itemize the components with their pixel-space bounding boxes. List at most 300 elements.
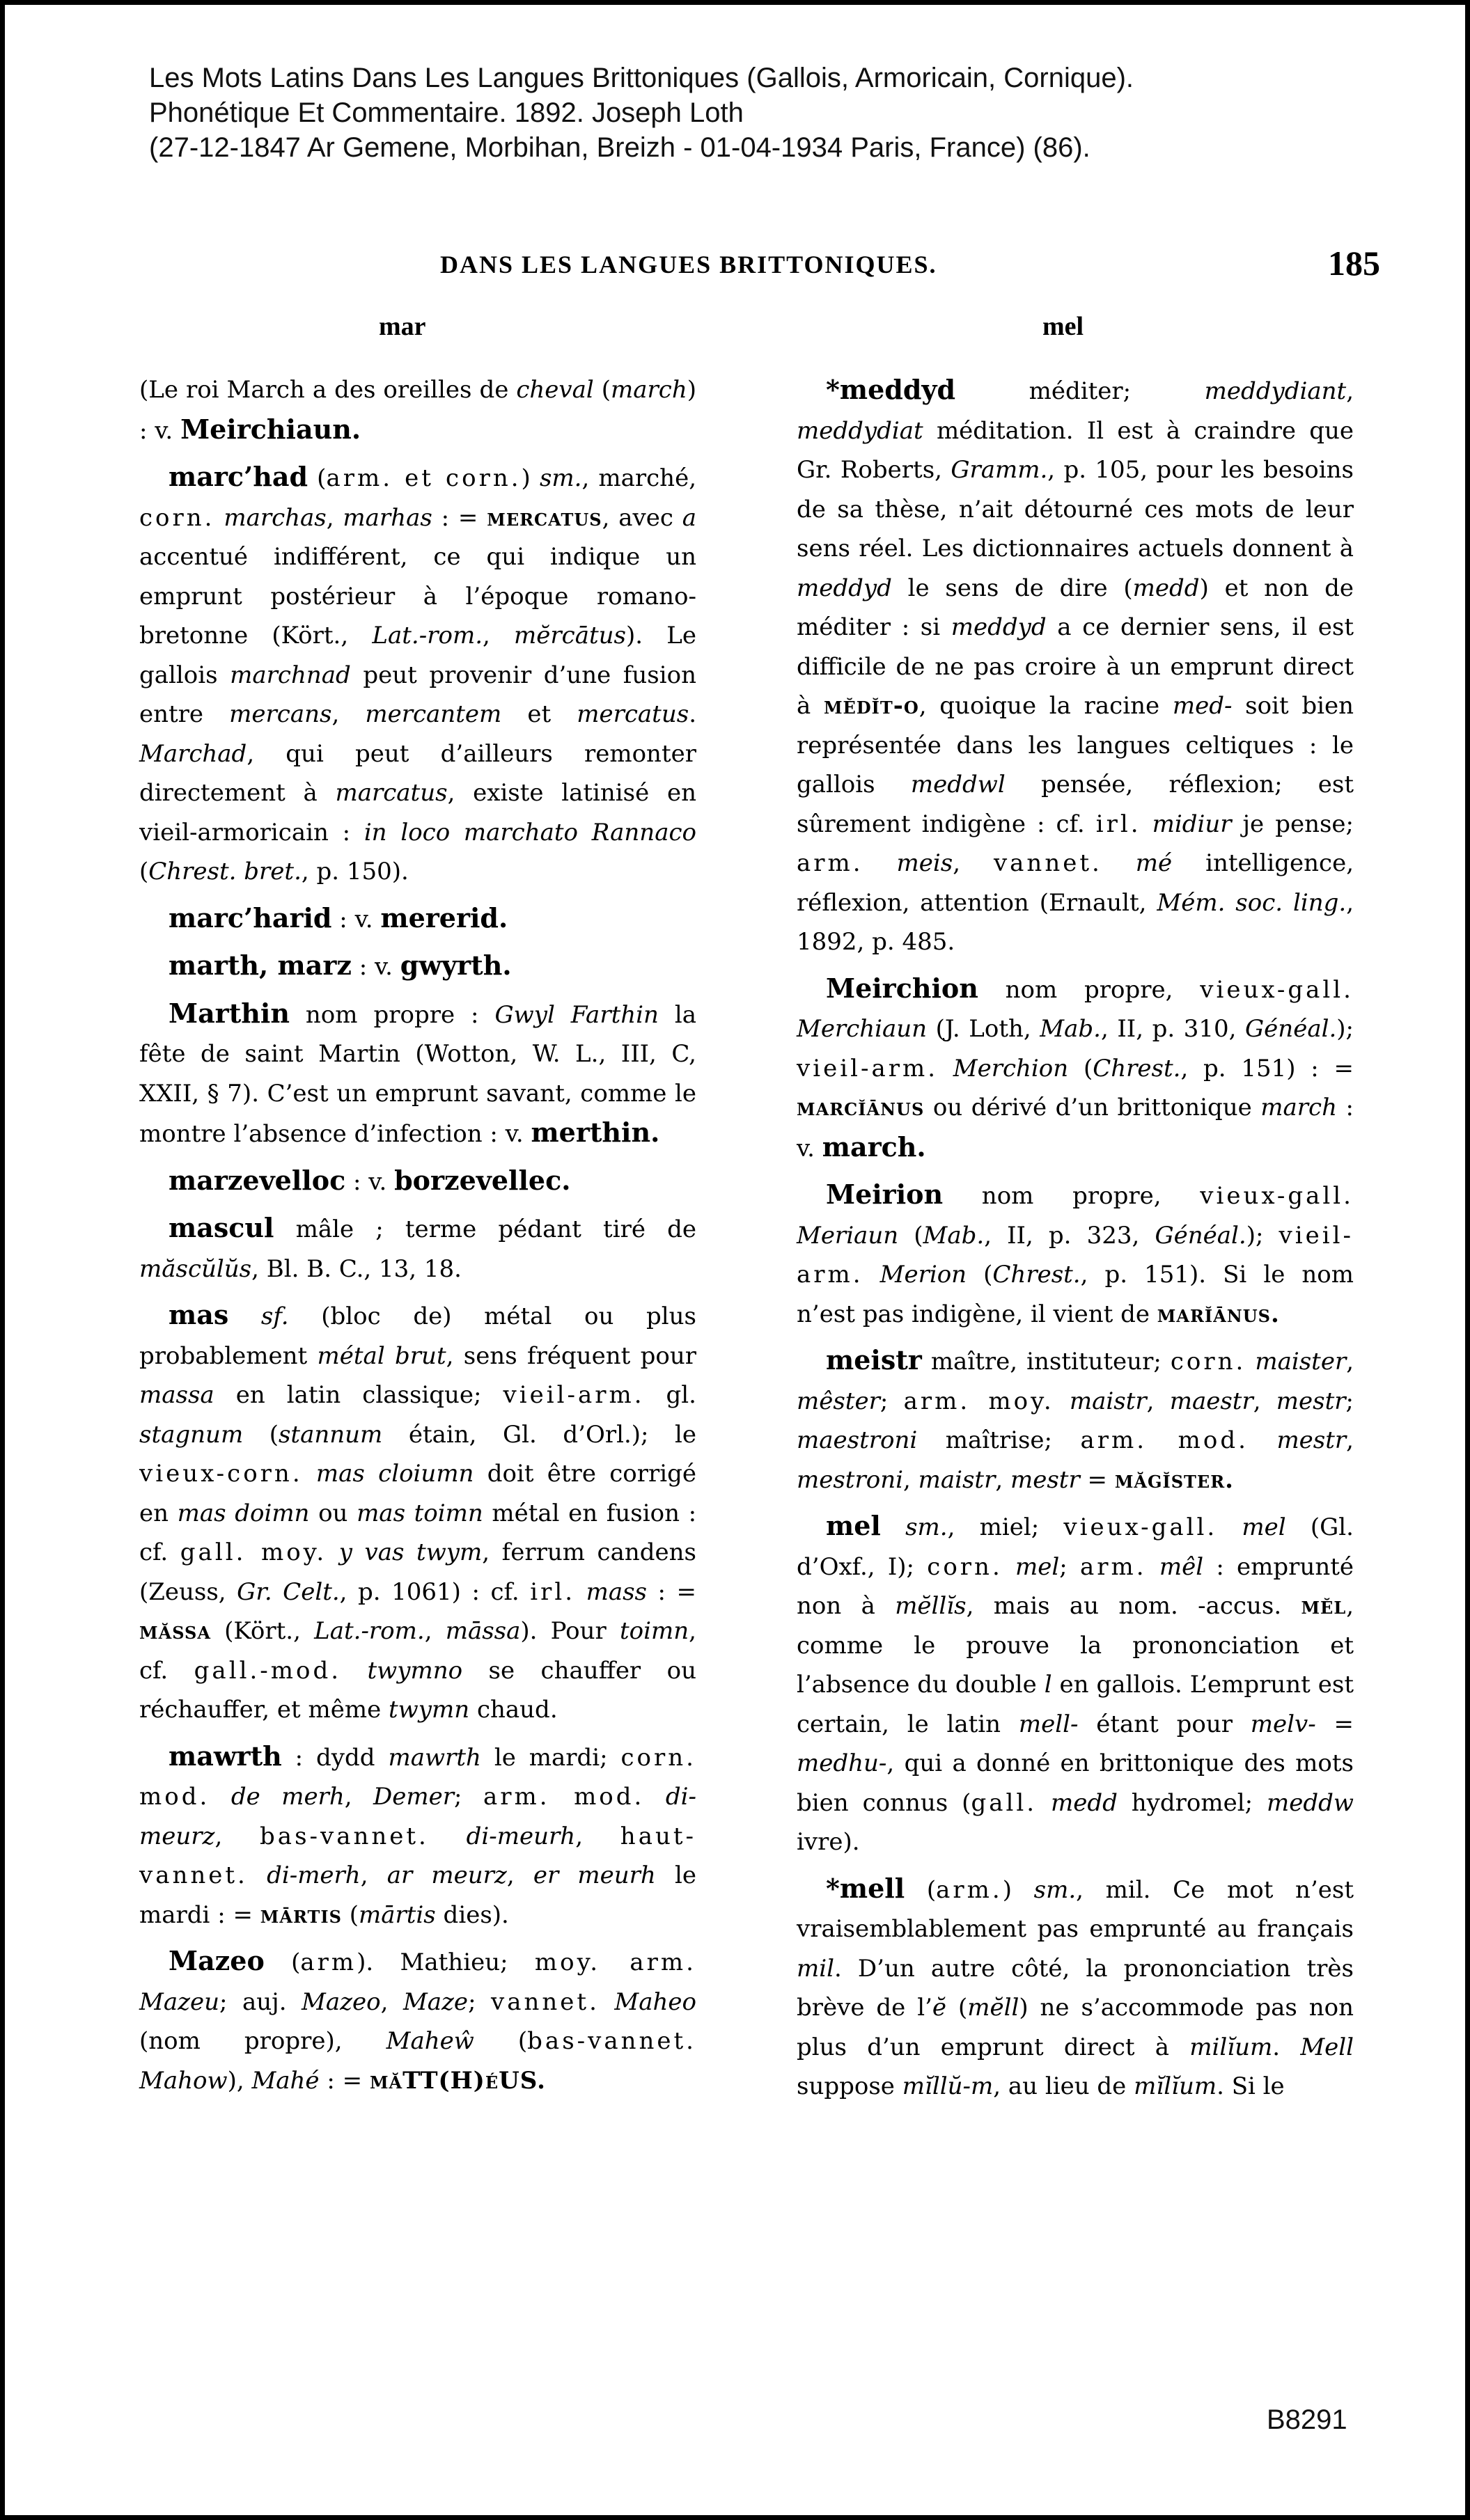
italic-form: massa bbox=[139, 1381, 214, 1409]
language-abbrev: haut-vannet. bbox=[139, 1822, 697, 1889]
italic-form: march bbox=[611, 376, 687, 404]
entry-text: ( bbox=[593, 376, 611, 404]
entry-text: métal en fusion : cf. bbox=[139, 1499, 697, 1566]
entry-text: ( bbox=[967, 1261, 993, 1289]
entry-text: (Le roi March a des oreilles de bbox=[139, 376, 517, 404]
entry-text: en gallois. L’emprunt est certain, le latin bbox=[797, 1671, 1354, 1738]
meta-line-subtitle: Phonétique Et Commentaire. 1892. Joseph Loth bbox=[149, 97, 744, 128]
entry-text: chaud. bbox=[469, 1696, 558, 1724]
italic-form: mĭllŭ-m bbox=[902, 2072, 994, 2100]
dictionary-entry bbox=[139, 457, 696, 892]
italic-form: maistr bbox=[1069, 1387, 1147, 1415]
entry-text: , p. 151) : = bbox=[1180, 1054, 1354, 1082]
italic-form: mil bbox=[797, 1954, 834, 1983]
entry-text: ; bbox=[1059, 1552, 1080, 1581]
entry-text: , qui a donné en brittonique des mots bien connus ( bbox=[797, 1749, 1354, 1817]
entry-text: , avec bbox=[602, 503, 682, 532]
dictionary-entry bbox=[139, 994, 696, 1154]
entry-text: ). Le gallois bbox=[139, 622, 696, 689]
entry-text: ( bbox=[905, 1875, 937, 1904]
entry-text: : dydd bbox=[281, 1743, 389, 1772]
italic-form: Maheŵ bbox=[386, 2027, 474, 2055]
italic-form: de merh bbox=[230, 1783, 345, 1811]
entry-text: . bbox=[1272, 2033, 1301, 2061]
entry-text: (Gl. d’Oxf., I); bbox=[797, 1513, 1354, 1581]
meta-line-title: Les Mots Latins Dans Les Langues Brittoniques (Gallois, Armoricain, Cornique). bbox=[149, 63, 1134, 93]
italic-form: mercatus bbox=[577, 700, 689, 728]
entry-text: : v. bbox=[351, 953, 400, 981]
entry-text: le mardi : = bbox=[139, 1861, 696, 1929]
entry-text: , bbox=[483, 622, 515, 649]
entry-text bbox=[1054, 1387, 1070, 1415]
entry-text: je pense; bbox=[1231, 810, 1354, 838]
italic-form: mel bbox=[1015, 1552, 1060, 1581]
italic-form: mĕllĭs bbox=[895, 1592, 967, 1620]
entry-text: , bbox=[575, 1822, 620, 1850]
right-column bbox=[797, 370, 1354, 2113]
entry-text: ou dérivé d’un brittonique bbox=[924, 1094, 1261, 1121]
entry-text: soit bien représentée dans les langues celtiques : le gallois bbox=[797, 692, 1354, 798]
italic-form: Généal. bbox=[1245, 1015, 1337, 1043]
entry-text: ) ne s’accommode pas non plus d’un emprunt direct à bbox=[797, 1994, 1354, 2061]
italic-form: măscŭlŭs bbox=[139, 1254, 252, 1283]
entry-text: , bbox=[995, 1465, 1010, 1494]
document-page bbox=[5, 5, 1465, 2515]
language-abbrev: gall. moy. bbox=[180, 1538, 327, 1566]
italic-form: mel bbox=[1242, 1513, 1286, 1541]
italic-form: sm. bbox=[905, 1513, 948, 1541]
entry-text bbox=[1246, 1348, 1255, 1376]
headword: marzevelloc bbox=[169, 1164, 346, 1196]
entry-text: , mil. Ce mot n’est vraisemblablement pas emprunté au français bbox=[797, 1875, 1354, 1943]
italic-form: march bbox=[1260, 1094, 1337, 1121]
language-abbrev: arm. bbox=[1080, 1552, 1147, 1581]
italic-form: mestr bbox=[1276, 1426, 1347, 1454]
italic-form: Lat.-rom. bbox=[372, 622, 483, 649]
italic-form: Chrest. bbox=[1093, 1054, 1181, 1082]
entry-text: ( bbox=[139, 858, 149, 885]
entry-text bbox=[1037, 1789, 1051, 1817]
italic-form: Mazeo bbox=[302, 1987, 381, 2016]
entry-text: , bbox=[331, 700, 366, 728]
entry-text: , miel; bbox=[947, 1513, 1064, 1541]
entry-text: étant pour bbox=[1078, 1710, 1251, 1738]
entry-text bbox=[228, 1302, 261, 1330]
entry-text: nom propre, bbox=[943, 1182, 1201, 1210]
entry-text bbox=[327, 1538, 339, 1566]
language-abbrev: bas-vannet. bbox=[260, 1822, 429, 1850]
italic-form: Lat.-rom. bbox=[314, 1617, 425, 1645]
entry-text: ). Mathieu; bbox=[357, 1948, 535, 1976]
italic-form: stagnum bbox=[139, 1420, 244, 1449]
italic-form: mārtis bbox=[359, 1900, 436, 1929]
entry-text: : v. bbox=[331, 905, 381, 934]
italic-form: māssa bbox=[445, 1617, 521, 1645]
entry-text: et bbox=[501, 700, 577, 728]
italic-form: med- bbox=[1172, 692, 1233, 720]
latin-etymon: măgĭster. bbox=[1114, 1465, 1234, 1494]
italic-form: mĕll bbox=[967, 1994, 1019, 2022]
entry-text: : v. bbox=[345, 1167, 395, 1196]
italic-form: twymn bbox=[389, 1696, 470, 1724]
entry-text: doit être corrigé en bbox=[139, 1460, 696, 1527]
italic-form: twymno bbox=[367, 1656, 463, 1685]
latin-etymon: mārtis bbox=[260, 1900, 342, 1929]
italic-form: meddydiat bbox=[797, 416, 923, 445]
entry-text: , p. 150). bbox=[301, 858, 409, 885]
entry-text: peut provenir d’une fusion entre bbox=[139, 661, 696, 728]
italic-form: stannum bbox=[278, 1420, 383, 1449]
entry-text: nom propre : bbox=[289, 1000, 495, 1029]
italic-form: mêl bbox=[1159, 1552, 1204, 1581]
entry-text: ( bbox=[946, 1994, 968, 2022]
dictionary-entry bbox=[139, 1161, 696, 1202]
headword: mel bbox=[826, 1510, 881, 1541]
entry-text: . Si le bbox=[1217, 2072, 1285, 2100]
entry-text: le mardi; bbox=[480, 1743, 621, 1772]
entry-text bbox=[1249, 1426, 1277, 1454]
dictionary-entry bbox=[797, 370, 1354, 962]
entry-text: ) et non de méditer : si bbox=[797, 574, 1354, 641]
italic-form: sm. bbox=[539, 464, 582, 492]
italic-form: maistr bbox=[918, 1465, 996, 1494]
dictionary-entry bbox=[139, 946, 696, 987]
italic-form: marcatus bbox=[335, 779, 448, 807]
italic-form: meddw bbox=[1267, 1788, 1354, 1817]
language-abbrev: vieil-arm. bbox=[797, 1054, 939, 1082]
entry-text: dies). bbox=[435, 1900, 509, 1929]
italic-form: in loco marchato Rannaco bbox=[363, 818, 696, 846]
italic-form: Gwyl Farthin bbox=[494, 1000, 659, 1029]
latin-etymon: mercatus bbox=[487, 503, 602, 532]
entry-text: ); bbox=[1336, 1015, 1354, 1043]
italic-form: mestr bbox=[1010, 1465, 1080, 1494]
entry-text: , bbox=[344, 1783, 374, 1811]
language-abbrev: arm. et corn. bbox=[326, 464, 522, 492]
entry-text: a ce dernier sens, il est difficile de ne pas croire à un emprunt direct à bbox=[797, 613, 1354, 720]
entry-text bbox=[214, 504, 224, 532]
italic-form: mestr bbox=[1276, 1387, 1346, 1415]
italic-form: ar meurz bbox=[386, 1861, 507, 1889]
entry-text bbox=[938, 1055, 953, 1082]
dictionary-entry bbox=[797, 1869, 1354, 2106]
entry-text: : = bbox=[432, 503, 487, 532]
language-abbrev: moy. arm. bbox=[534, 1948, 696, 1976]
entry-text: gl. bbox=[644, 1381, 696, 1409]
entry-text: ( bbox=[243, 1420, 279, 1449]
entry-text bbox=[210, 1783, 231, 1811]
italic-form: Chrest. bbox=[992, 1261, 1081, 1289]
entry-text: suppose bbox=[797, 2072, 902, 2100]
italic-form: Mab. bbox=[1040, 1015, 1101, 1043]
italic-form: maestr bbox=[1169, 1387, 1253, 1415]
italic-form: Meriaun bbox=[797, 1221, 899, 1250]
language-abbrev: vannet. bbox=[491, 1987, 600, 2016]
language-abbrev: arm. bbox=[797, 849, 863, 877]
entry-text: , bbox=[902, 1465, 918, 1494]
entry-text: , bbox=[953, 849, 994, 877]
entry-text bbox=[644, 1783, 666, 1811]
language-abbrev: arm. moy. bbox=[903, 1387, 1054, 1415]
entry-text: , existe latinisé en vieil-armoricain : bbox=[139, 779, 696, 846]
italic-form: Merion bbox=[879, 1261, 967, 1289]
entry-text: ), bbox=[227, 2066, 252, 2095]
headword: Meirion bbox=[826, 1179, 944, 1210]
dictionary-entry bbox=[139, 899, 696, 940]
italic-form: ĕ bbox=[932, 1994, 947, 2022]
entry-text: en latin classique; bbox=[214, 1381, 503, 1409]
italic-form: di-meurh bbox=[466, 1822, 576, 1850]
entry-text bbox=[1217, 1513, 1242, 1541]
entry-text bbox=[341, 1657, 367, 1685]
italic-form: Mell bbox=[1300, 2033, 1354, 2061]
headword: marth, marz bbox=[169, 950, 352, 981]
headword: meistr bbox=[826, 1344, 922, 1376]
dictionary-entry bbox=[139, 1942, 696, 2100]
right-column-headword: mel bbox=[1042, 312, 1084, 341]
entry-text bbox=[429, 1822, 467, 1850]
latin-etymon: măssa bbox=[139, 1617, 211, 1645]
language-abbrev: corn. bbox=[139, 503, 215, 532]
dictionary-entry bbox=[797, 969, 1354, 1169]
latin-etymon: mĕdĭt-o bbox=[823, 692, 919, 720]
headword: *meddyd bbox=[826, 374, 956, 405]
italic-form: mas toimn bbox=[357, 1499, 483, 1527]
italic-form: di-merh bbox=[267, 1861, 361, 1889]
entry-text: , p. 151). Si le nom n’est pas indigène, il vient de bbox=[797, 1261, 1354, 1328]
entry-text: , p. 105, pour les besoins de sa thèse, n’ait détourné ces mots de leur sens réel. Les dictionnaires actuels donnent à bbox=[797, 456, 1354, 562]
dictionary-entry bbox=[797, 1341, 1354, 1499]
entry-text: , 1892, p. 485. bbox=[797, 888, 1354, 956]
headword: merthin. bbox=[531, 1117, 660, 1148]
entry-text: , marché, bbox=[581, 464, 697, 492]
dictionary-entry bbox=[139, 370, 696, 450]
language-abbrev: arm. mod. bbox=[483, 1783, 645, 1811]
entry-text: , II, p. 323, bbox=[984, 1221, 1155, 1250]
italic-form: meddyd bbox=[797, 574, 892, 602]
italic-form: mell- bbox=[1018, 1710, 1079, 1738]
dictionary-entry bbox=[139, 1208, 696, 1289]
italic-form: maister bbox=[1255, 1348, 1347, 1376]
italic-form: di-meurz bbox=[139, 1783, 697, 1850]
italic-form: y vas twym bbox=[338, 1538, 483, 1566]
language-abbrev: arm bbox=[300, 1948, 357, 1976]
entry-text: le sens de dire ( bbox=[891, 574, 1133, 602]
headword: *mell bbox=[826, 1872, 905, 1904]
entry-text: : = bbox=[319, 2066, 370, 2095]
italic-form: Demer bbox=[373, 1783, 455, 1811]
entry-text: se chauffer ou réchauffer, et même bbox=[139, 1656, 697, 1724]
italic-form: métal brut bbox=[317, 1341, 446, 1370]
entry-text: (J. Loth, bbox=[927, 1015, 1040, 1043]
headword: mererid. bbox=[380, 901, 508, 934]
entry-text bbox=[248, 1861, 267, 1889]
italic-form: medhu- bbox=[797, 1749, 887, 1777]
entry-text: (Kört., bbox=[210, 1617, 315, 1645]
italic-form: Merchion bbox=[953, 1054, 1069, 1082]
language-abbrev: vieil-arm. bbox=[503, 1381, 645, 1409]
left-column bbox=[139, 370, 696, 2107]
italic-form: Mahow bbox=[139, 2066, 228, 2095]
language-abbrev: gall. bbox=[971, 1788, 1038, 1817]
italic-form: melv- bbox=[1250, 1710, 1316, 1738]
headword: marc’had bbox=[169, 461, 308, 492]
italic-form: mé bbox=[1135, 849, 1173, 877]
language-abbrev: vieil-arm. bbox=[797, 1221, 1354, 1289]
entry-text: , bbox=[326, 503, 343, 532]
entry-text bbox=[600, 1988, 615, 2016]
entry-text: (nom propre), bbox=[139, 2027, 386, 2055]
entry-text: ; bbox=[1345, 1387, 1354, 1415]
headword: gwyrth. bbox=[400, 950, 512, 981]
latin-etymon: măTT(H)éUS. bbox=[369, 2066, 546, 2095]
italic-form: cheval bbox=[516, 376, 594, 404]
entry-text: ivre). bbox=[797, 1828, 860, 1856]
entry-text bbox=[1003, 1553, 1015, 1581]
headword: Mazeo bbox=[169, 1945, 265, 1976]
language-abbrev: irl. bbox=[1095, 810, 1141, 838]
italic-form: Marchad bbox=[139, 739, 247, 768]
italic-form: Merchiaun bbox=[797, 1015, 928, 1043]
entry-text: nom propre, bbox=[978, 975, 1201, 1004]
language-abbrev: vieux-gall. bbox=[1200, 975, 1354, 1004]
entry-text: ( bbox=[308, 464, 327, 492]
headword: mas bbox=[169, 1299, 229, 1330]
entry-text: . bbox=[689, 700, 696, 728]
italic-form: mestroni bbox=[797, 1465, 903, 1494]
page-number: 185 bbox=[1328, 244, 1380, 283]
language-abbrev: corn. mod. bbox=[139, 1743, 696, 1811]
italic-form: sf. bbox=[260, 1302, 289, 1330]
headword: mascul bbox=[169, 1212, 274, 1243]
entry-text: mâle ; terme pédant tiré de bbox=[274, 1215, 696, 1243]
entry-text: : = bbox=[647, 1577, 697, 1606]
entry-text: : v. bbox=[797, 1094, 1354, 1163]
entry-text: , sens fréquent pour bbox=[446, 1341, 696, 1370]
dictionary-entry bbox=[139, 1737, 696, 1935]
entry-text: maître, instituteur; bbox=[921, 1348, 1171, 1376]
italic-form: mĭlĭum bbox=[1134, 2072, 1217, 2100]
italic-form: Généal. bbox=[1155, 1221, 1246, 1250]
italic-form: toimn bbox=[620, 1617, 689, 1645]
italic-form: Maze bbox=[402, 1987, 469, 2016]
headword: march. bbox=[822, 1131, 926, 1163]
bibliographic-header bbox=[149, 61, 1402, 165]
entry-text: ; auj. bbox=[219, 1987, 302, 2016]
entry-text: = bbox=[1079, 1465, 1115, 1494]
dictionary-entry bbox=[797, 1175, 1354, 1334]
entry-text: ou bbox=[309, 1499, 357, 1527]
entry-text: , bbox=[1346, 377, 1354, 405]
italic-form: Chrest. bret. bbox=[148, 858, 302, 885]
italic-form: maestroni bbox=[797, 1426, 918, 1454]
language-abbrev: gall.-mod. bbox=[194, 1656, 342, 1685]
language-abbrev: arm. mod. bbox=[1080, 1426, 1249, 1454]
language-abbrev: corn. bbox=[1170, 1348, 1246, 1376]
entry-text: ) : v. bbox=[139, 376, 696, 445]
dictionary-entry bbox=[139, 1296, 696, 1730]
italic-form: Mab. bbox=[923, 1221, 985, 1250]
italic-form: Gramm. bbox=[951, 456, 1048, 484]
italic-form: marhas bbox=[343, 503, 432, 532]
headword: marc’harid bbox=[169, 901, 332, 934]
entry-text: : emprunté non à bbox=[797, 1552, 1354, 1620]
italic-form: Mazeu bbox=[139, 1987, 220, 2016]
entry-text: , mais au nom. -accus. bbox=[966, 1592, 1301, 1620]
italic-form: er meurh bbox=[533, 1861, 656, 1889]
entry-text: , quoique la racine bbox=[918, 692, 1173, 720]
italic-form: meddydiant bbox=[1204, 377, 1347, 405]
language-abbrev: corn. bbox=[927, 1552, 1003, 1581]
language-abbrev: vieux-gall. bbox=[1200, 1182, 1354, 1210]
entry-text: ( bbox=[264, 1948, 301, 1976]
italic-form: meddwl bbox=[910, 771, 1006, 798]
entry-text: , bbox=[1146, 1387, 1170, 1415]
entry-text: ; bbox=[879, 1387, 904, 1415]
entry-text: ) bbox=[1002, 1875, 1034, 1904]
italic-form: a bbox=[682, 503, 696, 532]
latin-etymon: marĭānus. bbox=[1157, 1300, 1280, 1328]
language-abbrev: arm. bbox=[936, 1875, 1003, 1904]
language-abbrev: irl. bbox=[530, 1577, 576, 1606]
entry-text bbox=[1102, 849, 1136, 877]
entry-text: (bloc de) métal ou plus probablement bbox=[139, 1302, 697, 1370]
italic-form: Mém. soc. ling. bbox=[1157, 888, 1347, 917]
entry-text: , bbox=[360, 1861, 387, 1889]
entry-text bbox=[1147, 1553, 1159, 1581]
entry-text: , bbox=[506, 1861, 533, 1889]
italic-form: midiur bbox=[1152, 810, 1232, 838]
entry-text: maîtrise; bbox=[917, 1426, 1081, 1454]
headword: borzevellec. bbox=[394, 1164, 571, 1196]
running-head: DANS LES LANGUES BRITTONIQUES. bbox=[440, 251, 937, 278]
entry-text: ) bbox=[521, 464, 540, 492]
italic-form: meddyd bbox=[951, 613, 1047, 641]
entry-text: la fête de saint Martin (Wotton, W. L., III, C, XXII, § 7). C’est un emprunt savant, comme le montre l’absence d’infection : v. bbox=[139, 1000, 697, 1148]
entry-text: , bbox=[424, 1617, 446, 1645]
entry-text: hydromel; bbox=[1117, 1788, 1267, 1817]
entry-text: ( bbox=[898, 1221, 923, 1250]
latin-etymon: mĕl bbox=[1301, 1592, 1347, 1620]
italic-form: milĭum bbox=[1189, 2033, 1273, 2061]
entry-text: , Bl. B. C., 13, 18. bbox=[251, 1254, 462, 1283]
entry-text: = bbox=[1315, 1710, 1354, 1738]
entry-text: intelligence, réflexion, attention (Ernault, bbox=[797, 849, 1354, 917]
language-abbrev: vieux-corn. bbox=[139, 1460, 303, 1488]
language-abbrev: bas-vannet. bbox=[527, 2027, 696, 2055]
entry-text: ; bbox=[454, 1783, 483, 1811]
entry-text: méditation. Il est à craindre que Gr. Roberts, bbox=[797, 416, 1354, 484]
italic-form: mas doimn bbox=[177, 1499, 310, 1527]
entry-text: , comme le prouve la prononciation et l’absence du double bbox=[797, 1592, 1354, 1699]
entry-text: ( bbox=[1068, 1054, 1093, 1082]
italic-form: meis bbox=[896, 849, 953, 877]
entry-text: pensée, réflexion; est sûrement indigène : cf. bbox=[797, 771, 1354, 838]
italic-form: sm. bbox=[1033, 1875, 1077, 1904]
entry-text: accentué indifférent, ce qui indique un emprunt postérieur à l’époque romano-bretonne (Kört., bbox=[139, 543, 696, 649]
headword: mawrth bbox=[169, 1740, 282, 1772]
italic-form: medd bbox=[1132, 574, 1200, 602]
italic-form: mawrth bbox=[388, 1743, 481, 1772]
italic-form: marchnad bbox=[230, 661, 351, 689]
entry-text: , II, p. 310, bbox=[1100, 1015, 1246, 1043]
entry-text: , au lieu de bbox=[993, 2072, 1134, 2100]
italic-form: Gr. Celt. bbox=[237, 1577, 340, 1606]
entry-text bbox=[303, 1460, 316, 1488]
italic-form: medd bbox=[1050, 1788, 1118, 1817]
italic-form: Mahé bbox=[251, 2066, 320, 2095]
italic-form: Maheo bbox=[614, 1987, 696, 2016]
